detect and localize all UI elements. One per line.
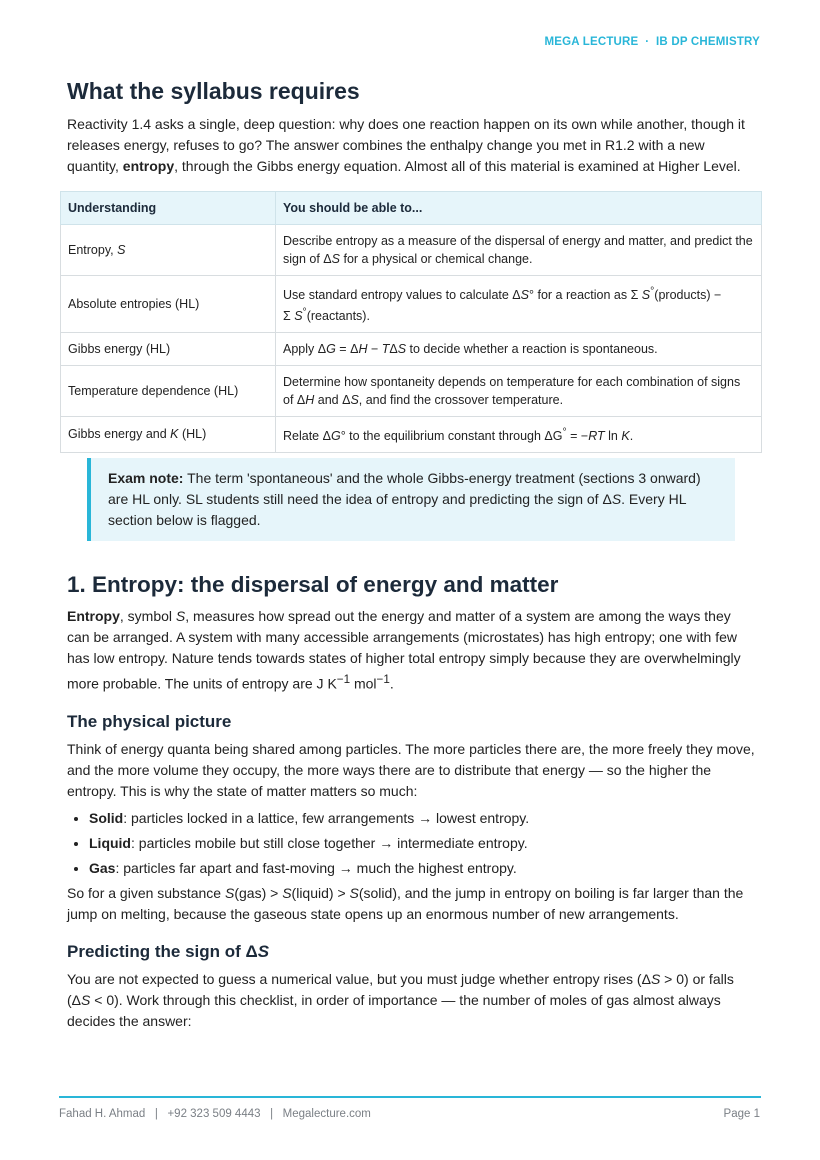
table-row [61, 224, 762, 275]
list-item: • Gas: particles far apart and fast-moving → much the highest entropy. [89, 858, 757, 879]
list-item: • Solid: particles locked in a lattice, few arrangements → lowest entropy. [89, 808, 757, 829]
predicting-sign-heading: Predicting the sign of ΔS [67, 941, 270, 961]
syllabus-table [60, 191, 762, 453]
footer-contact: Fahad H. Ahmad | +92 323 509 4443 | Megalecture.com [59, 1108, 371, 1120]
page-number: Page 1 [723, 1108, 760, 1120]
table-cell: Absolute entropies (HL) [61, 275, 276, 332]
exam-note-callout: Exam note: The term 'spontaneous' and the whole Gibbs-energy treatment (sections 3 onward) are HL only. SL students still need the idea of entropy and predicting the sign of ΔS. Every HL section below is flagged. [87, 458, 735, 541]
table-cell: Temperature dependence (HL) [61, 365, 276, 416]
table-cell: Apply ΔG = ΔH − TΔS to decide whether a reaction is spontaneous. [276, 332, 762, 365]
list-item: • Liquid: particles mobile but still close together → intermediate entropy. [89, 833, 757, 854]
table-cell: Entropy, S [61, 224, 276, 275]
column-header-able-to: You should be able to... [276, 191, 762, 224]
table-cell: Determine how spontaneity depends on temperature for each combination of signs of ΔH and ΔS, and find the crossover temperature. [276, 365, 762, 416]
syllabus-heading: What the syllabus requires [67, 78, 360, 104]
table-header-row [61, 191, 762, 224]
physical-picture-paragraph: Think of energy quanta being shared among particles. The more particles there are, the more freely they move, and the more volume they occupy, the more ways there are to distribute that energy — so the higher the entropy. This is why the state of matter matters so much: [67, 740, 755, 799]
entropy-definition-paragraph: Entropy, symbol S, measures how spread out the energy and matter of a system are among the ways they can be arranged. A system with many accessible arrangements (microstates) has high entropy; one with few has low entropy. Nature tends towards states of higher total entropy simply because they are overwhelmingly more probable. The units of entropy are J $K^{-1}$ mol$^{-1}$. [67, 608, 741, 692]
syllabus-intro: Reactivity 1.4 asks a single, deep question: why does one reaction happen on its own while another, though it releases energy, refuses to go? The answer combines the enthalpy change you met in R1.2 with a new quantity, entropy, through the Gibbs energy equation. Almost all of this material is examined at Higher Level. [67, 115, 745, 174]
footer-divider [59, 1096, 761, 1098]
table-row [61, 365, 762, 416]
table-row [61, 332, 762, 365]
table-row [61, 416, 762, 452]
predicting-sign-paragraph: You are not expected to guess a numerical value, but you must judge whether entropy rises (ΔS > 0) or falls (ΔS < 0). Work through this checklist, in order of importance — the number of moles of gas almost always decides the answer: [67, 970, 734, 1029]
table-cell: Relate ΔG° to the equilibrium constant through ΔG° = −RT ln K. [276, 416, 762, 452]
physical-picture-heading: The physical picture [67, 711, 232, 731]
table-cell: Gibbs energy and K (HL) [61, 416, 276, 452]
table-cell: Gibbs energy (HL) [61, 332, 276, 365]
column-header-understanding: Understanding [61, 191, 276, 224]
section-1-heading: 1. Entropy: the dispersal of energy and matter [67, 572, 559, 598]
header-tag: MEGA LECTURE · IB DP CHEMISTRY [544, 36, 760, 48]
table-cell: Use standard entropy values to calculate ΔS° for a reaction as Σ S°(products) − Σ S°(reactants). [276, 275, 762, 332]
page-content [67, 78, 757, 1032]
exam-note-label: Exam note: [108, 470, 184, 487]
table-row [61, 275, 762, 332]
states-of-matter-list [67, 808, 757, 879]
entropy-order-paragraph: So for a given substance S(gas) > S(liquid) > S(solid), and the jump in entropy on boiling is far larger than the jump on melting, because the gaseous state opens up an enormous number of new arrangements. [67, 884, 744, 922]
table-cell: Describe entropy as a measure of the dispersal of energy and matter, and predict the sign of ΔS for a physical or chemical change. [276, 224, 762, 275]
